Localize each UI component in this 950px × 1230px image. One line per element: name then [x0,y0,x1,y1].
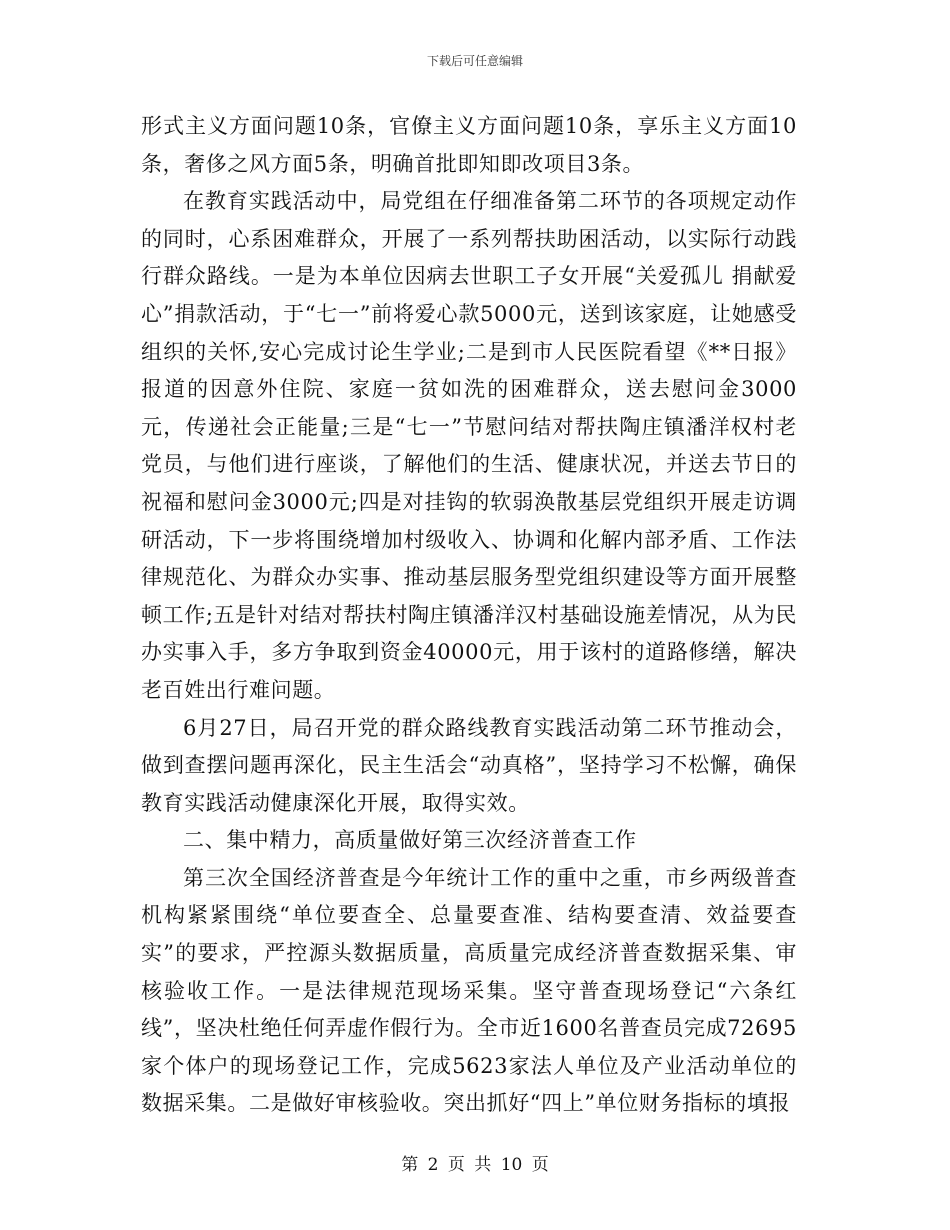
paragraph-june-meeting: 6月27日，局召开党的群众路线教育实践活动第二环节推动会，做到查摆问题再深化，民主生活会“动真格”，坚持学习不松懈，确保教育实践活动健康深化开展，取得实效。 [141,715,797,815]
section-heading-economic-census: 二、集中精力，高质量做好第三次经济普查工作 [183,828,637,853]
page-number: 第 2 页 共 10 页 [401,1155,549,1175]
page-header-note: 下载后可任意编辑 [426,54,523,68]
paragraph-problem-counts: 形式主义方面问题10条，官僚主义方面问题10条，享乐主义方面10条，奢侈之风方面5条，明确首批即知即改项目3条。 [141,114,797,176]
document-body [141,108,797,1123]
paragraph-economic-census: 第三次全国经济普查是今年统计工作的重中之重，市乡两级普查机构紧紧围绕“单位要查全、总量要查准、结构要查清、效益要查实”的要求，严控源头数据质量，高质量完成经济普查数据采集、审核验收工作。一是法律规范现场采集。坚守普查现场登记“六条红线”，坚决杜绝任何弄虚作假行为。全市近1600名普查员完成72695家个体户的现场登记工作，完成5623家法人单位及产业活动单位的数据采集。二是做好审核验收。突出抓好“四上”单位财务指标的填报 [141,865,797,1116]
paragraph-assistance-activities: 在教育实践活动中，局党组在仔细准备第二环节的各项规定动作的同时，心系困难群众，开展了一系列帮扶助困活动，以实际行动践行群众路线。一是为本单位因病去世职工子女开展“关爱孤儿 捐献爱心”捐款活动，于“七一”前将爱心款5000元，送到该家庭，让她感受组织的关怀,安心完成讨论生学业;二是到市人民医院看望《**日报》报道的因意外住院、家庭一贫如洗的困难群众，送去慰问金3000元，传递社会正能量;三是“七一”节慰问结对帮扶陶庄镇潘洋权村老党员，与他们进行座谈，了解他们的生活、健康状况，并送去节日的祝福和慰问金3000元;四是对挂钩的软弱涣散基层党组织开展走访调研活动，下一步将围绕增加村级收入、协调和化解内部矛盾、工作法律规范化、为群众办实事、推动基层服务型党组织建设等方面开展整顿工作;五是针对结对帮扶村陶庄镇潘洋汉村基础设施差情况，从为民办实事入手，多方争取到资金40000元，用于该村的道路修缮，解决老百姓出行难问题。 [141,189,797,702]
